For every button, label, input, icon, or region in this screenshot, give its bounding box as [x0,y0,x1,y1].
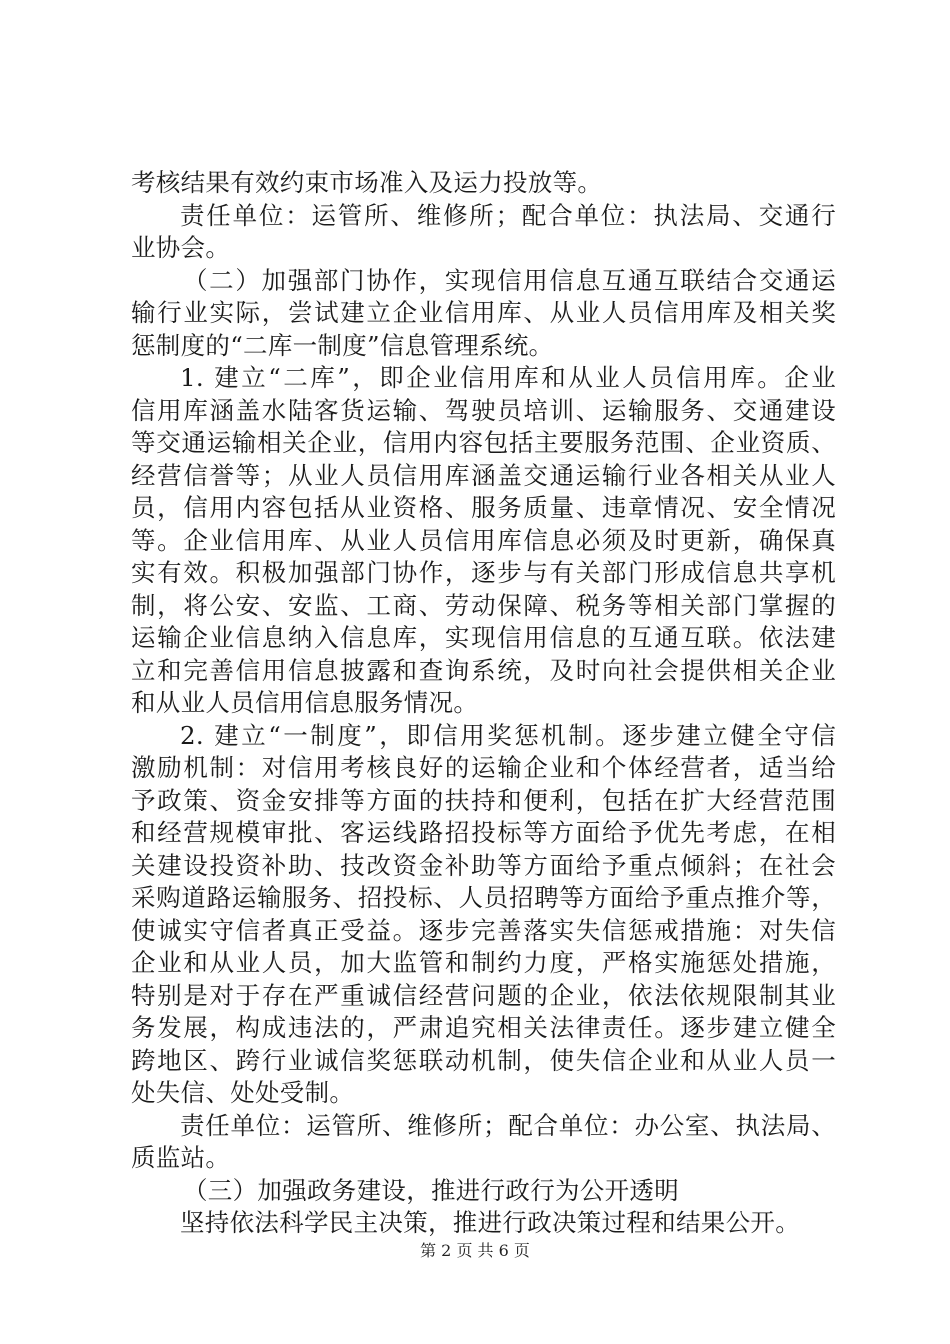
document-body [131,167,836,1240]
text-line: 运输企业信息纳入信息库，实现信用信息的互通互联。依法建 [131,623,836,652]
text-line: 务发展，构成违法的，严肃追究相关法律责任。逐步建立健全 [131,1013,836,1042]
section-heading: （三）加强政务建设，推进行政行为公开透明 [183,1175,679,1205]
text-line: 使诚实守信者真正受益。逐步完善落实失信惩戒措施：对失信 [131,915,836,945]
text-line: 立和完善信用信息披露和查询系统，及时向社会提供相关企业 [131,655,836,685]
text-line: 责任单位：运管所、维修所；配合单位：执法局、交通行 [180,200,836,230]
text-line: 和从业人员信用信息服务情况。 [131,688,479,717]
text-line: 特别是对于存在严重诚信经营问题的企业，依法依规限制其业 [131,980,836,1010]
text-line: 输行业实际，尝试建立企业信用库、从业人员信用库及相关奖 [131,298,836,327]
text-line: 实有效。积极加强部门协作，逐步与有关部门形成信息共享机 [131,558,836,587]
text-line: 予政策、资金安排等方面的扶持和便利，包括在扩大经营范围 [131,785,836,815]
page-number-footer: 第 2 页 共 6 页 [420,1241,530,1260]
text-line: 关建设投资补助、技改资金补助等方面给予重点倾斜；在社会 [131,850,836,880]
text-line: 激励机制：对信用考核良好的运输企业和个体经营者，适当给 [131,753,836,782]
text-line: 制，将公安、安监、工商、劳动保障、税务等相关部门掌握的 [131,590,836,620]
text-line: 信用库涵盖水陆客货运输、驾驶员培训、运输服务、交通建设 [131,395,836,425]
text-line: 责任单位：运管所、维修所；配合单位：办公室、执法局、 [180,1110,836,1140]
text-line: 员，信用内容包括从业资格、服务质量、违章情况、安全情况 [131,493,836,522]
text-line: 业协会。 [131,233,231,262]
subsection-heading: 2. 建立“一制度”，即信用奖惩机制。逐步建立健全守信 [180,720,836,750]
text-line: 等。企业信用库、从业人员信用库信息必须及时更新，确保真 [131,525,836,555]
text-line: 质监站。 [131,1143,231,1172]
text-line: 经营信誉等；从业人员信用库涵盖交通运输行业各相关从业人 [131,460,836,490]
section-heading: （二）加强部门协作，实现信用信息互通互联结合交通运 [183,265,836,295]
text-line: 惩制度的“二库一制度”信息管理系统。 [131,330,554,360]
text-line: 等交通运输相关企业，信用内容包括主要服务范围、企业资质、 [131,428,836,457]
text-line: 和经营规模审批、客运线路招投标等方面给予优先考虑，在相 [131,818,836,847]
text-line: 跨地区、跨行业诚信奖惩联动机制，使失信企业和从业人员一 [131,1045,836,1075]
text-line: 处失信、处处受制。 [131,1078,355,1107]
subsection-heading: 1. 建立“二库”，即企业信用库和从业人员信用库。企业 [180,363,836,392]
text-line: 企业和从业人员，加大监管和制约力度，严格实施惩处措施， [131,948,836,977]
text-line: 采购道路运输服务、招投标、人员招聘等方面给予重点推介等， [131,883,836,912]
text-line: 考核结果有效约束市场准入及运力投放等。 [131,168,603,197]
text-line: 坚持依法科学民主决策，推进行政决策过程和结果公开。 [180,1208,800,1237]
